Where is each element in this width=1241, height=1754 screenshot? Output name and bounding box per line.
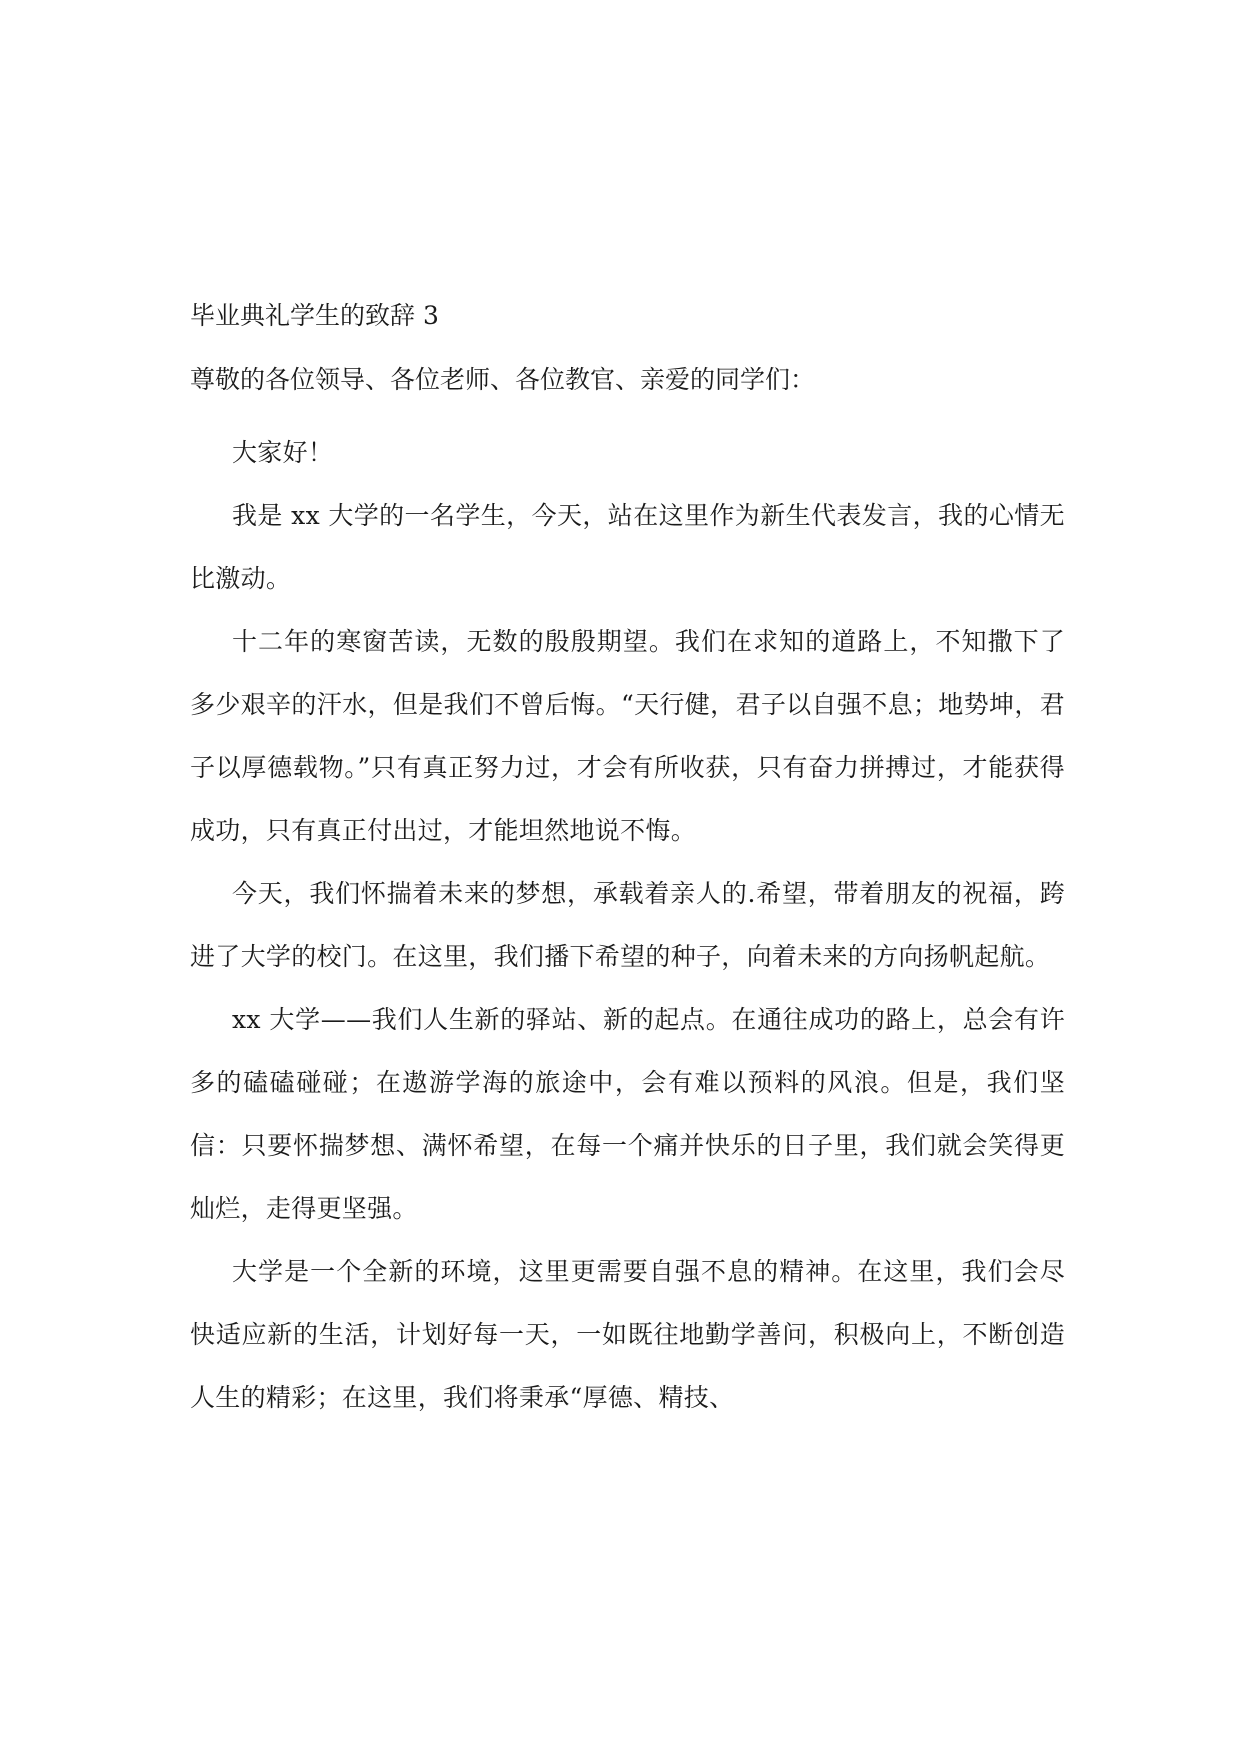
salutation: 尊敬的各位领导、各位老师、各位教官、亲爱的同学们： bbox=[190, 365, 816, 394]
speech-body bbox=[190, 421, 1065, 1429]
document-title: 毕业典礼学生的致辞 3 bbox=[190, 301, 439, 330]
paragraph-greeting: 大家好！ bbox=[232, 438, 334, 467]
paragraph-introduction: 我是 xx 大学的一名学生，今天，站在这里作为新生代表发言，我的心情无比激动。 bbox=[190, 501, 1065, 593]
paragraph-today: 今天，我们怀揣着未来的梦想，承载着亲人的.希望，带着朋友的祝福，跨进了大学的校门。在这里，我们播下希望的种子，向着未来的方向扬帆起航。 bbox=[190, 879, 1065, 971]
paragraph-study-years: 十二年的寒窗苦读，无数的殷殷期望。我们在求知的道路上，不知撒下了多少艰辛的汗水，但是我们不曾后悔。“天行健，君子以自强不息；地势坤，君子以厚德载物。”只有真正努力过，才会有所收获，只有奋力拼搏过，才能获得成功，只有真正付出过，才能坦然地说不悔。 bbox=[190, 627, 1065, 845]
paragraph-new-start: xx 大学——我们人生新的驿站、新的起点。在通往成功的路上，总会有许多的磕磕碰碰；在遨游学海的旅途中，会有难以预料的风浪。但是，我们坚信：只要怀揣梦想、满怀希望，在每一个痛并快乐的日子里，我们就会笑得更灿烂，走得更坚强。 bbox=[190, 1005, 1065, 1223]
paragraph-university-life: 大学是一个全新的环境，这里更需要自强不息的精神。在这里，我们会尽快适应新的生活，计划好每一天，一如既往地勤学善问，积极向上，不断创造人生的精彩；在这里，我们将秉承“厚德、精技、 bbox=[190, 1257, 1065, 1412]
